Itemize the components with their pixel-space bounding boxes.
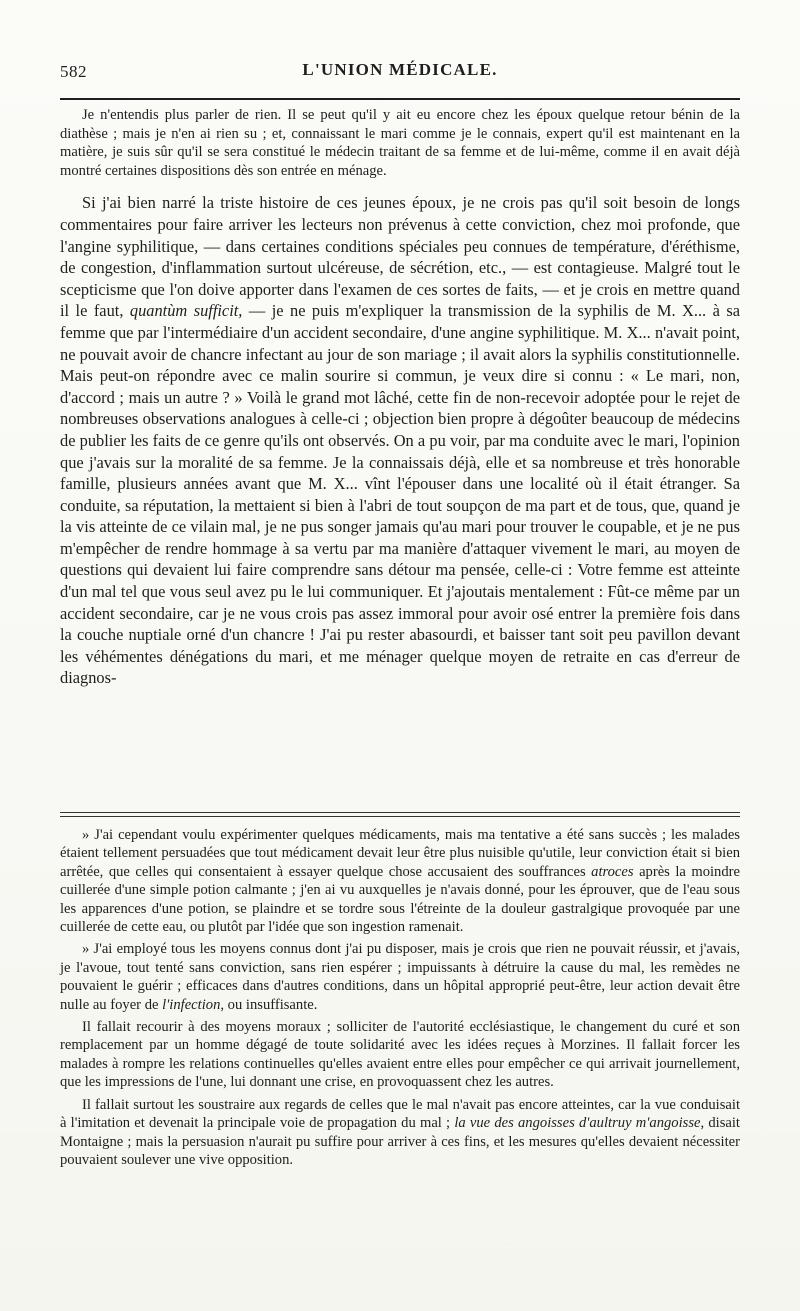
note-1-text-a: » J'ai cependant voulu expérimenter quelques médicaments, mais ma tentative a été sans succès ; les malades étaient tellement persuadées que tout médicament devait leur être plus nuisible qu'utile, leur conviction était si bien arrêtée, que celles qui consentaient à essayer quelque chose accusaient des souffrances <box>60 827 740 880</box>
note-4 <box>60 1096 740 1170</box>
note-1 <box>60 826 740 936</box>
note-2-italic: l'infection, <box>162 996 225 1013</box>
note-1-italic: atroces <box>591 863 634 880</box>
notes-section <box>60 826 740 1169</box>
note-2-text-b: ou insuffisante. <box>227 996 318 1013</box>
note-4-italic: la vue des angoisses d'aultruy m'angoisse, <box>454 1115 705 1132</box>
paragraph-2-italic: quantùm sufficit, <box>129 301 243 321</box>
paragraph-2-text-b: — je ne puis m'expliquer la transmission de la syphilis de M. X... à sa femme que par l'intermédiaire d'un accident secondaire, d'une angine syphilitique. M. X... n'avait point, ne pouvait avoir de chancre infectant au jour de son mariage ; il avait alors la syphilis constitutionnelle. Mais peut-on répondre avec ce malin sourire si commun, je veux dire si connu : « Le mari, non, d'accord ; mais un autre ? » Voilà le grand mot lâché, cette fin de non-recevoir adoptée pour le rejet de nombreuses observations analogues à celle-ci ; objection bien propre à dégoûter beaucoup de médecins de publier les faits de ce genre qu'ils ont observés. On a pu voir, par ma conduite avec le mari, l'opinion que j'avais sur la moralité de sa femme. Je la connaissais déjà, elle et sa nombreuse et très honorable famille, plusieurs années avant que M. X... vînt l'épouser dans une localité où il était étranger. Sa conduite, sa réputation, la mettaient si bien à l'abri de tout soupçon de ma part et de tous, que, quand je la vis atteinte de ce vilain mal, je ne pus songer jamais qu'au mari pour trouver le coupable, et je ne pus m'empêcher de rendre hommage à sa vertu par ma manière d'attaquer vivement le mari, au moyen de questions qui devaient lui faire comprendre sans détour ma pensée, celle-ci : Votre femme est atteinte d'un mal tel que vous seul avez pu le lui communiquer. Et j'ajoutais mentalement : Fût-ce même par un accident secondaire, car je ne vous crois pas assez immoral pour avoir osé entrer la première fois dans la couche nuptiale orné d'un chancre ! J'ai pu rester abasourdi, et baisser tant soit peu pavillon devant les véhémentes dénégations du mari, et me ménager quelque moyen de retraite en cas d'erreur de diagnos- <box>60 301 740 688</box>
paragraph-1 <box>60 106 740 180</box>
notes-separator <box>60 812 740 817</box>
note-3 <box>60 1018 740 1092</box>
paragraph-1-text: Je n'entendis plus parler de rien. Il se peut qu'il y ait eu encore chez les époux quelque retour bénin de la diathèse ; mais je n'en ai rien su ; et, connaissant le mari comme je le connais, expert qu'il est maintenant en la matière, je suis sûr qu'il se sera constitué le médecin traitant de sa femme et de lui-même, comme il en avait déjà montré certaines dispositions dès son entrée en ménage. <box>60 107 740 179</box>
note-1-text-b: après la moindre cuillerée d'une simple potion calmante ; j'en ai vu auxquelles je n'avais donné, pour les éprouver, que de l'eau sous les apparences d'une potion, se plaindre et se tordre sous l'étreinte de la douleur gastralgique provoquée par une cuillerée de cette eau, ou plutôt par l'idée que son ingestion ramenait. <box>60 863 740 936</box>
note-4-text-b: disait Montaigne ; mais la persuasion n'aurait pu suffire pour arriver à ces fins, et les mesures qu'elles devaient nécessiter pouvaient soulever une vive opposition. <box>60 1115 740 1168</box>
paragraph-2-text-a: Si j'ai bien narré la triste histoire de ces jeunes époux, je ne crois pas qu'il soit besoin de longs commentaires pour faire arriver les lecteurs non prévenus à cette conviction, chez moi profonde, que l'angine syphilitique, — dans certaines conditions spéciales peu connues de température, d'éréthisme, de congestion, d'inflammation surtout ulcéreuse, de sécrétion, etc., — est contagieuse. Malgré tout le scepticisme que l'on doive apporter dans l'examen de ces sortes de faits, — et je crois en mettre quand il le faut, <box>60 193 740 321</box>
note-3-text: Il fallait recourir à des moyens moraux ; solliciter de l'autorité ecclésiastique, le changement du curé et son remplacement par un homme dégagé de toute solidarité avec les idées reçues à Morzines. Il fallait forcer les malades à rompre les relations continuelles qu'elles avaient entre elles pour empêcher ce qui arrivait journellement, que les impressions de l'une, lui donnant une crise, en provoquassent chez les autres. <box>60 1019 740 1091</box>
page-header <box>60 58 740 94</box>
page-number: 582 <box>60 62 87 81</box>
paragraph-2 <box>60 192 740 689</box>
journal-title: L'UNION MÉDICALE. <box>302 60 498 79</box>
note-4-text-a: Il fallait surtout les soustraire aux regards de celles que le mal n'avait pas encore atteintes, car la vue conduisait à l'imitation et devenait la principale voie de propagation du mal ; <box>60 1096 740 1132</box>
header-rule <box>60 98 740 100</box>
note-2-text-a: » J'ai employé tous les moyens connus dont j'ai pu disposer, mais je crois que rien ne pouvait réussir, et j'avais, je l'avoue, tout tenté sans conviction, sans rien espérer ; impuissants à détruire la cause du mal, les remèdes ne pouvaient le guérir ; efficaces dans d'autres conditions, dans un hôpital approprié peut-être, leur action devait être nulle au foyer de <box>60 941 740 1013</box>
main-text <box>60 106 740 689</box>
note-2 <box>60 940 740 1014</box>
